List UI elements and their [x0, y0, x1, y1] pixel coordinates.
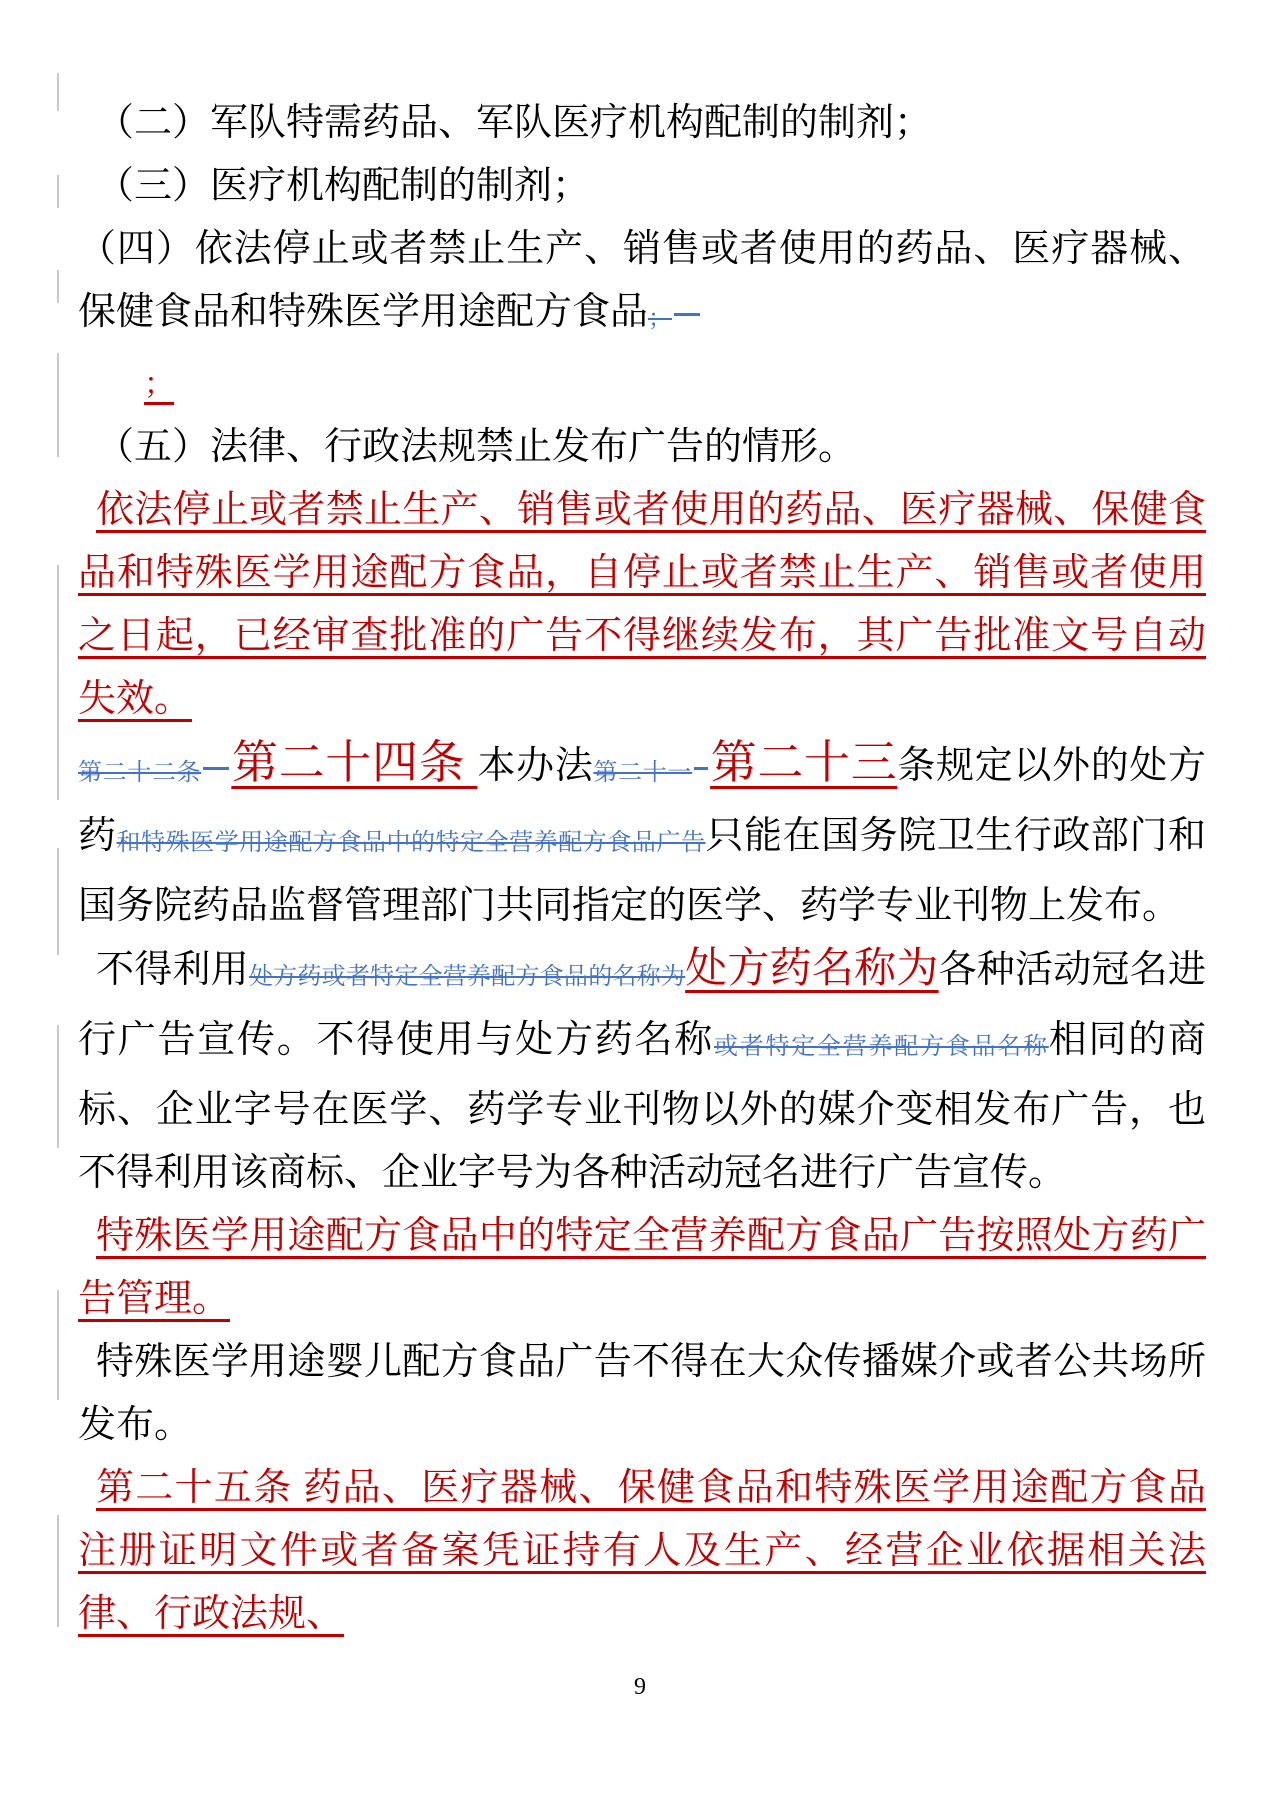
- page-number: 9: [634, 1674, 646, 1700]
- paragraph: [78, 351, 1206, 416]
- text-run: （五）法律、行政法规禁止发布广告的情形。: [96, 426, 857, 468]
- text-run: （三）医疗机构配制的制剂；: [96, 165, 591, 207]
- paragraph: [78, 218, 1206, 351]
- deleted-tab-mark: [694, 767, 708, 770]
- paragraph: [78, 731, 1206, 938]
- text-run: 各种活动冠名进行广告宣传。不得使用与处方药名称: [78, 949, 1206, 1061]
- revision-change-bar: [57, 73, 59, 111]
- deleted-text: ；: [648, 306, 673, 332]
- paragraph: [78, 1205, 1206, 1331]
- paragraph: [78, 479, 1206, 731]
- text-run: 只能在国务院卫生行政部门和国务院药品监督管理部门共同指定的医学、药学专业刊物上发布。: [78, 815, 1206, 927]
- paragraph: [78, 1457, 1206, 1646]
- deleted-text: 处方药或者特定全营养配方食品的名称为: [248, 964, 686, 990]
- paragraph: [78, 92, 1206, 155]
- inserted-text: 处方药名称为: [685, 946, 939, 992]
- paragraph: [78, 155, 1206, 218]
- inserted-text: 第二十五条 药品、医疗器械、保健食品和特殊医学用途配方食品注册证明文件或者备案凭证持有人及生产、经营企业依据相关法律、行政法规、: [78, 1467, 1206, 1635]
- paragraph: [78, 416, 1206, 479]
- deleted-tab-mark: [674, 313, 700, 316]
- text-run: 本办法: [477, 745, 594, 787]
- revision-change-bar: [57, 175, 59, 208]
- paragraph: [78, 938, 1206, 1205]
- inserted-text: ；: [144, 368, 174, 401]
- deleted-tab-mark: [203, 767, 229, 770]
- deleted-text: 或者特定全营养配方食品名称: [714, 1034, 1049, 1060]
- revision-change-bar: [57, 1515, 59, 1627]
- document-body: [78, 92, 1206, 1646]
- revision-change-bar: [57, 1290, 59, 1400]
- revision-change-bar: [57, 848, 59, 955]
- revision-change-bar: [57, 1025, 59, 1148]
- inserted-text: 特殊医学用途配方食品中的特定全营养配方食品广告按照处方药广告管理。: [78, 1215, 1206, 1320]
- revision-change-bar: [57, 565, 59, 800]
- text-run: 特殊医学用途婴儿配方食品广告不得在大众传播媒介或者公共场所发布。: [78, 1341, 1206, 1446]
- deleted-text: 第二十二条: [78, 760, 202, 786]
- deleted-text: 和特殊医学用途配方食品中的特定全营养配方食品广告: [116, 830, 706, 856]
- text-run: 条规定以外的处方药: [78, 745, 1207, 857]
- text-run: （四）依法停止或者禁止生产、销售或者使用的药品、医疗器械、保健食品和特殊医学用途配方食品: [78, 228, 1206, 333]
- text-run: （二）军队特需药品、军队医疗机构配制的制剂；: [96, 102, 933, 144]
- inserted-text: 依法停止或者禁止生产、销售或者使用的药品、医疗器械、保健食品和特殊医学用途配方食品，自停止或者禁止生产、销售或者使用之日起，已经审查批准的广告不得继续发布，其广告批准文号自动失效。: [78, 489, 1206, 720]
- deleted-text: 第二十一: [593, 760, 693, 786]
- inserted-text: 第二十四条: [231, 737, 478, 788]
- inserted-text: 第二十三: [710, 737, 898, 788]
- text-run: 不得利用: [96, 949, 249, 991]
- revision-change-bar: [57, 270, 59, 303]
- revision-change-bar: [57, 353, 59, 457]
- text-run: 相同的商标、企业字号在医学、药学专业刊物以外的媒介变相发布广告，也不得利用该商标、企业字号为各种活动冠名进行广告宣传。: [78, 1019, 1206, 1194]
- paragraph: [78, 1331, 1206, 1457]
